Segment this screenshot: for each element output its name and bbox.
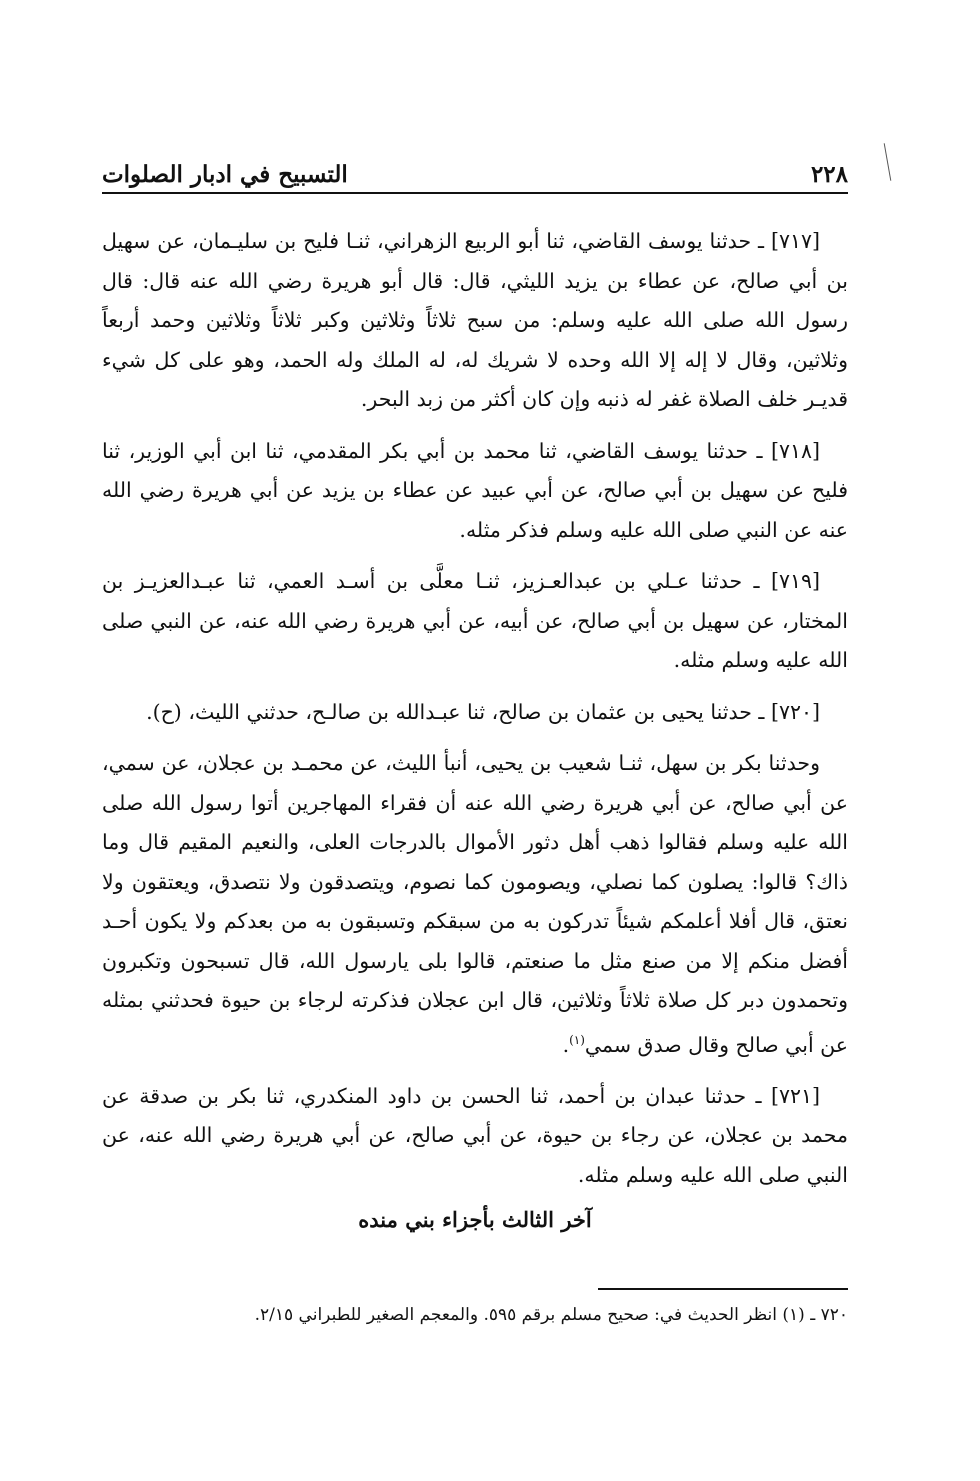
running-title: التسبيح في ادبار الصلوات: [102, 161, 348, 188]
page-edge-mark: [884, 143, 892, 181]
paragraph-end-dot: .: [562, 1032, 570, 1057]
footnote-divider: [598, 1288, 848, 1290]
hadith-paragraph-719: [٧١٩] ـ حدثنا عـلي بن عبدالعـزيز، ثنـا معلَّى بن أسـد العمي، ثنا عبـدالعزيـز بن المختار، عن سهيل بن أبي صالح، عن أبيه، عن أبي هريرة رضي الله عنه، عن النبي صلى الله عليه وسلم مثله.: [102, 569, 848, 672]
footnote: ٧٢٠ ـ (١) انظر الحديث في: صحيح مسلم برقم ٥٩٥. والمعجم الصغير للطبراني ٢/١٥.: [254, 1305, 848, 1325]
hadith-paragraph-721: [٧٢١] ـ حدثنا عبدان بن أحمد، ثنا الحسن بن داود المنكدري، ثنا بكر بن صدقة عن محمد بن عجلان، عن رجاء بن حيوة، عن أبي صالح، عن أبي هريرة رضي الله عنه، عن النبي صلى الله عليه وسلم مثله.: [102, 1083, 848, 1187]
page-number: ٢٢٨: [810, 161, 848, 188]
closing-title: آخر الثالث بأجزاء بني منده: [358, 1207, 592, 1233]
main-text: [102, 222, 848, 1232]
hadith-paragraph-720-text: وحدثنا بكر بن سهل، ثنـا شعيب بن يحيى، أنبأ الليث، عن محمـد بن عجلان، عن سمي، عن أبي صالح، عن أبي هريرة رضي الله عنه أن فقراء المهاجرين أتوا رسول الله صلى الله عليه وسلم فقالوا ذهب أهل دثور الأموال بالدرجات العلى، والنعيم المقيم قال وما ذاك؟ قالوا: يصلون كما نصلي، ويصومون كما نصوم، ويتصدقون ولا نتصدق، ويعتقون ولا نعتق، قال أفلا أعلمكم شيئاً تدركون به من سبقكم وتسبقون به من بعدكم ولا يكون أحـد أفضل منكم إلا من صنع مثل ما صنعتم، قالوا بلى يارسول الله، قال تسبحون وتكبرون وتحمدون دبر كل صلاة ثلاثاً وثلاثين، قال ابن عجلان فذكرته لرجاء بن حيوة فحدثني بمثله عن أبي صالح وقال صدق سمي: [102, 751, 848, 1057]
page-header: [102, 142, 848, 188]
header-divider: [102, 192, 848, 194]
hadith-paragraph-720: [٧٢٠] ـ حدثنا يحيى بن عثمان بن صالح، ثنا عبـدالله بن صالـح، حدثني الليث، (ح).: [146, 699, 820, 724]
hadith-paragraph-718: [٧١٨] ـ حدثنا يوسف القاضي، ثنا محمد بن أبي بكر المقدمي، ثنا ابن أبي الوزير، ثنا فليح عن سهيل بن أبي صالح، عن أبي عبيد عن عطاء بن يزيد عن أبي هريرة رضي الله عنه عن النبي صلى الله عليه وسلم فذكر مثله.: [102, 438, 848, 542]
hadith-paragraph-717: [٧١٧] ـ حدثنا يوسف القاضي، ثنا أبو الربيع الزهراني، ثنـا فليح بن سليـمان، عن سهيل بن أبي صالح، عن عطاء بن يزيد الليثي، قال: قال أبو هريرة رضي الله عنه قال: قال رسول الله صلى الله عليه وسلم: من سبح ثلاثاً وثلاثين وكبر ثلاثاً وثلاثين وحمد أربعاً وثلاثين، وقال لا إله إلا الله وحده لا شريك له، له الملك وله الحمد، وهو على كل شيء قديـر خلف الصلاة غفر له ذنبه وإن كان أكثر من زبد البحر.: [102, 229, 848, 411]
hadith-paragraph-720-continuation: [102, 744, 848, 1065]
footnote-reference: (١): [569, 1032, 585, 1047]
